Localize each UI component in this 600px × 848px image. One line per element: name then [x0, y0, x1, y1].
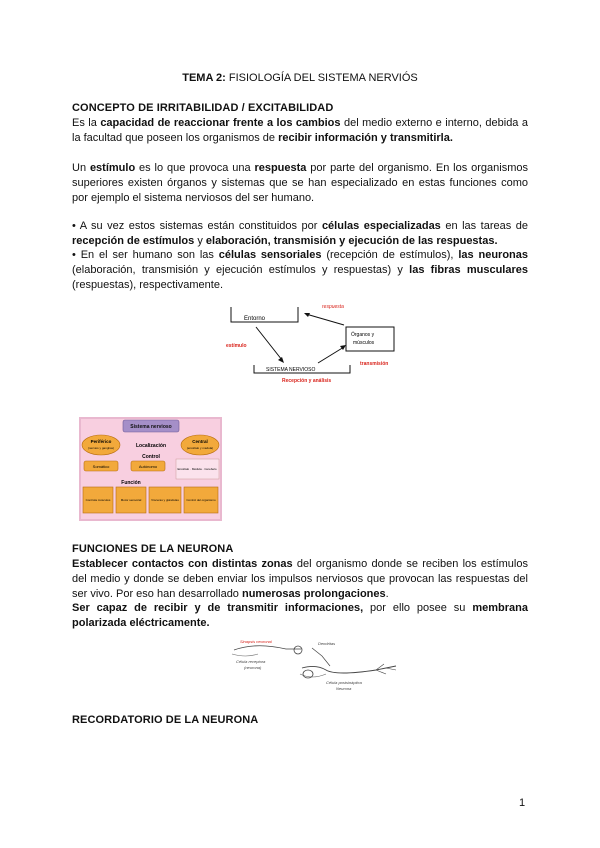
paragraph-estimulo: Un estímulo es lo que provoca una respuesta por parte del organismo. En los organismos superiores existen órganos y sistemas que se han especializado en estas funciones como por ejemplo el sistema nerviosos del ser humano. — [72, 162, 528, 204]
label-box2: Motor sensorial — [120, 498, 142, 502]
label-control: Control — [142, 454, 160, 460]
label-box4: Control del organismo — [186, 498, 216, 502]
label-box1: Controla músculos — [85, 498, 111, 502]
label-box3: Vísceras y glándulas — [151, 498, 179, 502]
label-central: Central — [192, 439, 208, 444]
section-heading-recordatorio: RECORDATORIO DE LA NEURONA — [72, 714, 259, 726]
label-periferico-sub: (nervios y ganglios) — [87, 446, 115, 450]
label-estimulo: estímulo — [226, 343, 247, 349]
paragraph-contactos: Establecer contactos con distintas zonas del organismo donde se reciben los estímulos del medio y donde se deben enviar los impulsos nerviosos que provocan las respuestas del ser vivo. Por eso han desarrollado numerosas prolongaciones. — [72, 558, 528, 600]
label-red-annotation: Sinapsis neuronal — [240, 639, 272, 644]
title-rest: FISIOLOGÍA DEL SISTEMA NERVIÓS — [225, 72, 418, 84]
label-sistema-nervioso: SISTEMA NERVIOSO — [266, 367, 316, 373]
label-sistema-nervioso-box: Sistema nervioso — [130, 424, 172, 430]
paragraph-irritabilidad: Es la capacidad de reaccionar frente a los cambios del medio externo e interno, debida a la facultad que poseen los organismos de recibir información y transmitirla. — [72, 117, 528, 144]
paragraph-ser-humano: • En el ser humano son las células sensoriales (recepción de estímulos), las neuronas (elaboración, transmisión y ejecución estímulos y respuestas) y las fibras musculares (respuestas), respectivamente. — [72, 249, 529, 291]
label-celula-receptora: Célula receptora — [236, 659, 266, 664]
section-heading-irritabilidad: CONCEPTO DE IRRITABILIDAD / EXCITABILIDAD — [72, 102, 334, 114]
label-localizacion: Localización — [135, 443, 167, 449]
nervous-system-classification-diagram — [79, 417, 222, 521]
page-title — [0, 72, 600, 84]
label-organos: Órganos y — [351, 332, 375, 338]
label-central-list: Encéfalo · Médula · Cerebelo — [177, 467, 217, 471]
label-musculos: músculos — [353, 340, 375, 346]
page-number: 1 — [519, 797, 526, 809]
label-central-sub: (encéfalo y médula) — [186, 446, 214, 450]
label-recepcion: Recepción y análisis — [282, 378, 332, 384]
section-heading-funciones: FUNCIONES DE LA NEURONA — [72, 543, 234, 555]
stimulus-response-diagram — [222, 303, 418, 393]
label-neurona: Neurona — [336, 686, 352, 691]
label-neurona-paren: (neurona) — [244, 665, 262, 670]
label-funcion: Función — [121, 480, 141, 486]
paragraph-celulas-especializadas: • A su vez estos sistemas están constituidos por células especializadas en las tareas de recepción de estímulos y elaboración, transmisión y ejecución de las respuestas. — [72, 220, 528, 247]
label-somatico: Somático — [92, 464, 110, 469]
paragraph-recibir-transmitir: Ser capaz de recibir y de transmitir informaciones, por ello posee su membrana polarizada eléctricamente. — [72, 602, 528, 629]
label-autonomo: Autónomo — [138, 464, 158, 469]
label-respuesta: respuesta — [322, 304, 344, 310]
label-periferico: Periférico — [90, 439, 112, 444]
label-transmision: transmisión — [360, 361, 389, 367]
label-celula-postsinaptica: Célula postsináptica — [326, 680, 362, 685]
label-entorno: Entorno — [244, 316, 266, 322]
neuron-sketch-diagram — [226, 636, 400, 694]
label-dendritas: Dendritas — [318, 641, 336, 646]
title-bold: TEMA 2: — [182, 72, 226, 84]
